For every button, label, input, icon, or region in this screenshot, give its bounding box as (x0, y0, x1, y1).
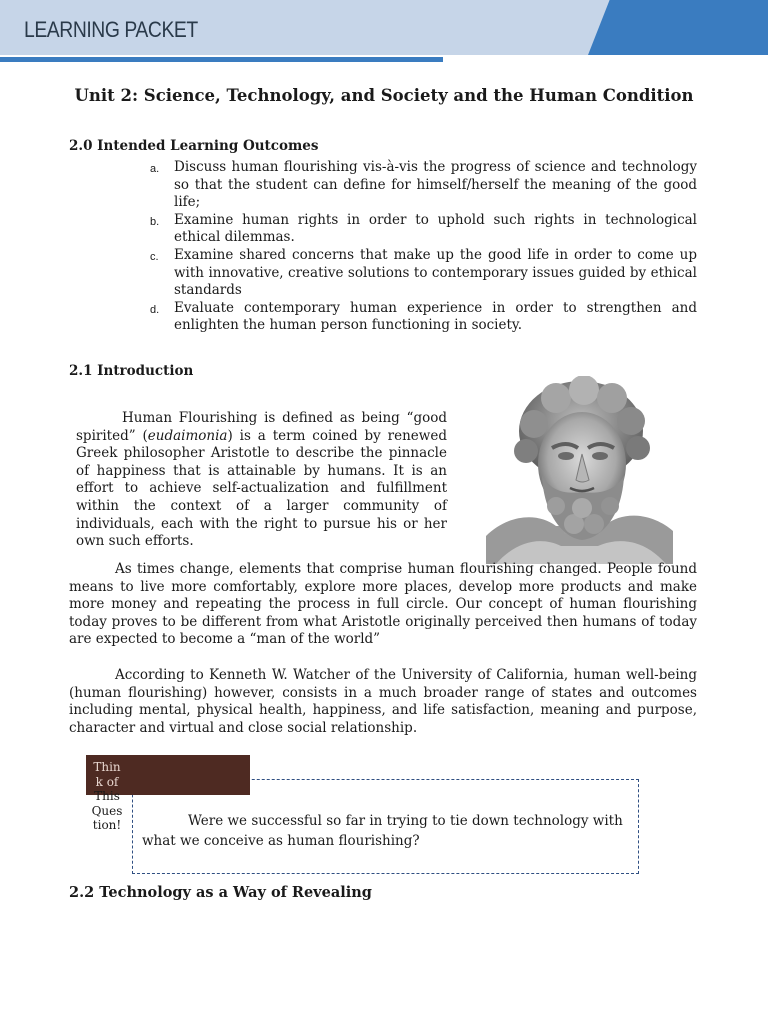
think-label-line: tion! (92, 818, 122, 832)
list-item (150, 212, 697, 247)
list-letter: a. (150, 163, 160, 175)
intro-text: Human Flourishing is defined as being “good spirited” ( (76, 410, 447, 444)
list-item (150, 247, 697, 300)
list-text: Evaluate contemporary human experience in order to strengthen and enlighten the human person functioning in society. (174, 299, 697, 334)
intro-paragraph-2: As times change, elements that comprise human flourishing changed. People found means to live more comfortably, explore more places, develop more products and make more money and repeating the process in full circle. Our concept of human flourishing today proves to be different from what Aristotle originally perceived then humans of today are expected to become a “man of the world” (69, 561, 697, 648)
unit-title: Unit 2: Science, Technology, and Society and the Human Condition (74, 86, 694, 105)
think-label-line: Thin (93, 760, 121, 774)
header-title: LEARNING PACKET (24, 17, 198, 42)
next-section-heading: 2.2 Technology as a Way of Revealing (69, 884, 372, 901)
think-question-text: Were we successful so far in trying to tie down technology with what we conceive as human flourishing? (142, 813, 623, 849)
list-item (150, 300, 697, 335)
list-letter: c. (150, 250, 159, 263)
outcomes-heading: 2.0 Intended Learning Outcomes (69, 138, 319, 154)
eudaimonia-term: eudaimonia (147, 427, 228, 444)
list-letter: b. (150, 215, 160, 228)
intro-heading: 2.1 Introduction (69, 363, 194, 379)
outcomes-list (150, 159, 697, 335)
think-label-line: k of (95, 774, 119, 789)
aristotle-bust-icon (486, 376, 673, 564)
think-label (86, 760, 128, 833)
think-label-line: This (94, 789, 120, 803)
header-underline (0, 57, 443, 62)
list-text: Discuss human flourishing vis-à-vis the progress of science and technology so that the student can define for himself/herself the meaning of the good life; (174, 159, 697, 211)
header-accent (588, 0, 768, 55)
intro-text: ) is a term coined by renewed Greek philosopher Aristotle to describe the pinnacle of happiness that is attainable by humans. It is an effort to achieve self-actualization and fulfillment within the context of a larger community of individuals, each with the right to pursue his or her own such efforts. (76, 427, 447, 550)
list-item (150, 159, 697, 212)
intro-paragraph-1 (76, 410, 447, 551)
list-text: Examine human rights in order to uphold such rights in technological ethical dilemmas. (174, 211, 697, 246)
think-label-line: Ques (91, 803, 123, 818)
list-letter: d. (150, 303, 160, 316)
intro-paragraph-3: According to Kenneth W. Watcher of the University of California, human well-being (human flourishing) however, consists in a much broader range of states and outcomes including mental, physical health, happiness, and life satisfaction, meaning and purpose, character and virtual and close social relationship. (69, 667, 697, 736)
list-text: Examine shared concerns that make up the good life in order to come up with innovative, creative solutions to contemporary issues guided by ethical standards (174, 246, 697, 299)
